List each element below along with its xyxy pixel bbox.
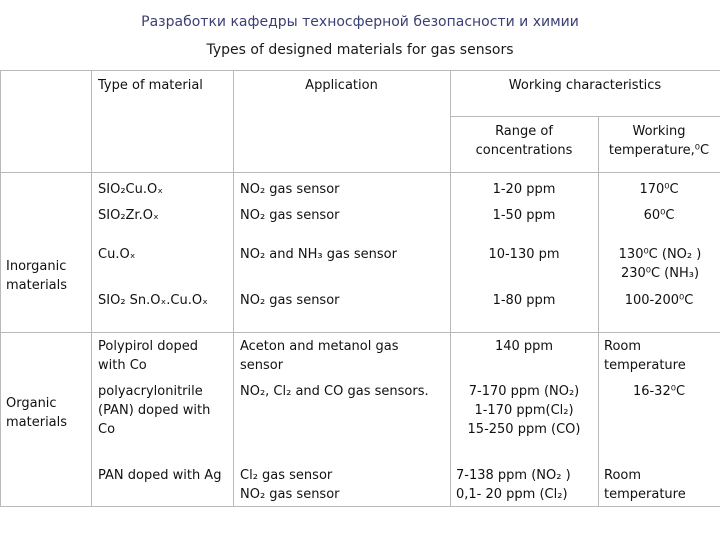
row-2-temperature: 130⁰C (NO₂ ) 230⁰C (NH₃)	[618, 247, 702, 281]
row-2-range: 10-130 pm	[488, 247, 560, 262]
row-5-range: 7-170 ppm (NO₂) 1-170 ppm(Cl₂) 15-250 ppm (CO)	[467, 384, 581, 437]
row-5-application: NO₂, Cl₂ and CO gas sensors.	[240, 384, 429, 399]
row-6-material: PAN doped with Ag	[98, 468, 222, 483]
header-divider	[0, 172, 720, 173]
row-2-application: NO₂ and NH₃ gas sensor	[240, 247, 397, 262]
row-0-application: NO₂ gas sensor	[240, 182, 340, 197]
row-3-application: NO₂ gas sensor	[240, 293, 340, 308]
row-1-application: NO₂ gas sensor	[240, 208, 340, 223]
table-border-top	[0, 70, 720, 71]
row-4-temperature: Room temperature	[604, 339, 686, 373]
table-border-bottom	[0, 506, 720, 507]
header-working: Working characteristics	[508, 78, 662, 93]
row-3-temperature: 100-200⁰C	[624, 293, 694, 308]
header-temperature: Working temperature,⁰C	[608, 124, 710, 158]
row-4-material: Polypirol doped with Co	[98, 339, 198, 373]
row-4-application: Aceton and metanol gas sensor	[240, 339, 399, 373]
row-5-material: polyacrylonitrile (PAN) doped with Co	[98, 384, 211, 437]
row-4-range: 140 ppm	[494, 339, 554, 354]
subheader-divider	[450, 116, 720, 117]
header-range: Range of concentrations	[475, 124, 573, 158]
row-1-material: SIO₂Zr.Oₓ	[98, 208, 159, 223]
header-application: Application	[305, 78, 378, 93]
row-6-range: 7-138 ppm (NO₂ ) 0,1- 20 ppm (Cl₂)	[456, 468, 571, 502]
row-1-range: 1-50 ppm	[492, 208, 556, 223]
page-header-title: Разработки кафедры техносферной безопасности и химии	[141, 14, 579, 30]
col-divider-3	[450, 70, 451, 507]
row-1-temperature: 60⁰C	[643, 208, 675, 223]
row-6-application: Cl₂ gas sensor NO₂ gas sensor	[240, 468, 340, 502]
row-5-temperature: 16-32⁰C	[632, 384, 686, 399]
group-label-inorganic: Inorganic materials	[6, 259, 68, 293]
row-6-temperature: Room temperature	[604, 468, 686, 502]
group-label-organic: Organic materials	[6, 396, 68, 430]
col-divider-2	[233, 70, 234, 507]
left-border	[0, 70, 1, 507]
row-0-range: 1-20 ppm	[492, 182, 556, 197]
row-3-material: SIO₂ Sn.Oₓ.Cu.Oₓ	[98, 293, 208, 308]
col-divider-4	[598, 116, 599, 507]
row-0-temperature: 170⁰C	[639, 182, 679, 197]
row-2-material: Cu.Oₓ	[98, 247, 136, 262]
row-0-material: SIO₂Cu.Oₓ	[98, 182, 163, 197]
table-title: Types of designed materials for gas sensors	[206, 42, 514, 58]
group-divider	[0, 332, 720, 333]
col-divider-1	[91, 70, 92, 507]
row-3-range: 1-80 ppm	[492, 293, 556, 308]
header-type: Type of material	[98, 78, 203, 93]
